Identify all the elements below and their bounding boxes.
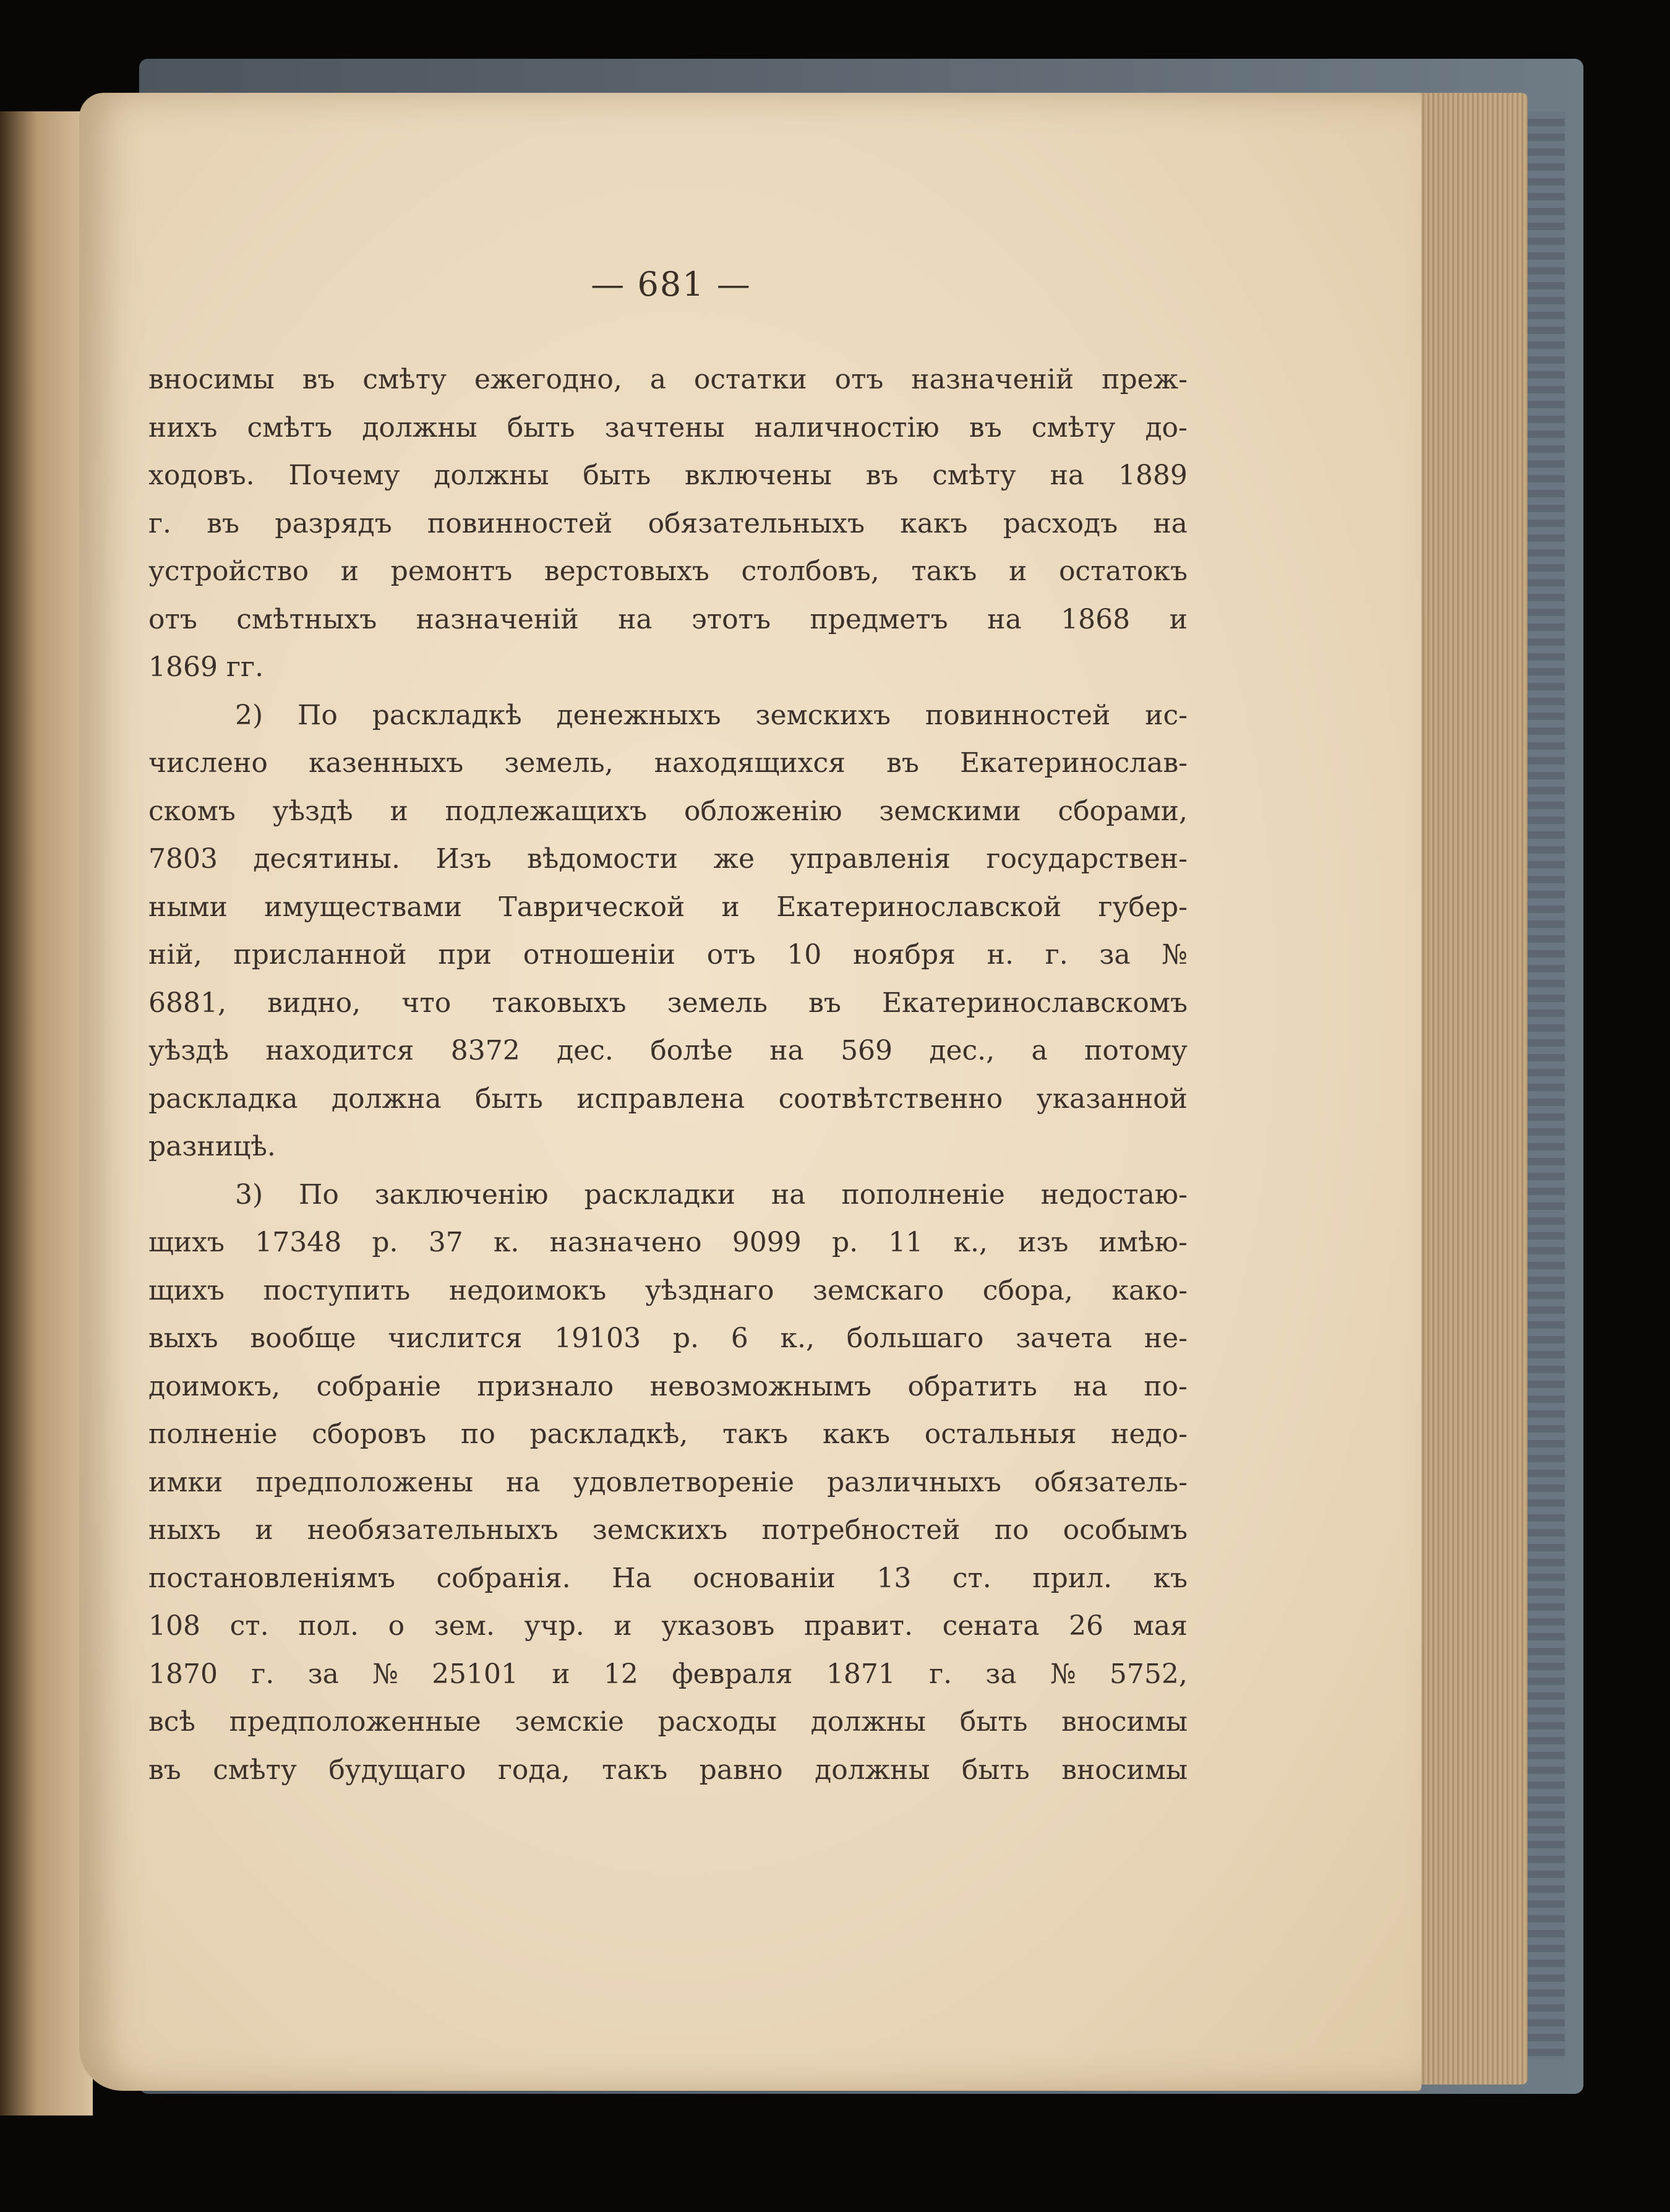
text-line: 1870 г. за № 25101 и 12 февраля 1871 г. за № 5752, (148, 1658, 1188, 1690)
text-line: постановленiямъ собранiя. На основанiи 13 ст. прил. къ (148, 1562, 1188, 1594)
text-line: 1869 гг. (148, 651, 264, 683)
text-line: числено казенныхъ земель, находящихся въ Екатеринослав- (148, 747, 1188, 779)
text-line: 108 ст. пол. о зем. учр. и указовъ правит. сената 26 мая (148, 1610, 1188, 1642)
text-line: ходовъ. Почему должны быть включены въ смѣту на 1889 (148, 460, 1188, 491)
text-line: 2) По раскладкѣ денежныхъ земскихъ повинностей ис- (235, 699, 1188, 731)
text-line: доимокъ, собранiе признало невозможнымъ обратить на по- (148, 1370, 1188, 1402)
text-line: скомъ уѣздѣ и подлежащихъ обложенiю земскими сборами, (148, 795, 1188, 827)
text-line: всѣ предположенные земскiе расходы должны быть вносимы (148, 1706, 1188, 1738)
text-line: щихъ 17348 р. 37 к. назначено 9099 р. 11 к., изъ имѣю- (148, 1227, 1188, 1258)
text-line: 7803 десятины. Изъ вѣдомости же управленiя государствен- (148, 843, 1188, 875)
text-line: уѣздѣ находится 8372 дес. болѣе на 569 дес., а потому (148, 1035, 1188, 1066)
text-line: отъ смѣтныхъ назначенiй на этотъ предметъ на 1868 и (148, 603, 1188, 635)
text-line: полненiе сборовъ по раскладкѣ, такъ какъ остальныя недо- (148, 1418, 1188, 1450)
text-line: имки предположены на удовлетворенiе различныхъ обязатель- (148, 1466, 1188, 1498)
page-stack (1404, 93, 1528, 2085)
text-line: ныхъ и необязательныхъ земскихъ потребностей по особымъ (148, 1514, 1188, 1546)
text-line: нiй, присланной при отношенiи отъ 10 ноября н. г. за № (148, 939, 1188, 971)
text-line: г. въ разрядъ повинностей обязательныхъ какъ расходъ на (148, 507, 1188, 539)
text-line: разницѣ. (148, 1131, 276, 1162)
text-line: 6881, видно, что таковыхъ земель въ Екатеринославскомъ (148, 987, 1188, 1019)
text-line: щихъ поступить недоимокъ уѣзднаго земскаго сбора, како- (148, 1274, 1188, 1306)
text-line: устройство и ремонтъ верстовыхъ столбовъ, такъ и остатокъ (148, 555, 1188, 587)
text-line: ными имуществами Таврической и Екатеринославской губер- (148, 891, 1188, 923)
text-line: въ смѣту будущаго года, такъ равно должны быть вносимы (148, 1754, 1188, 1786)
text-line: 3) По заключенiю раскладки на пополненiе недостаю- (235, 1178, 1188, 1211)
text-line: выхъ вообще числится 19103 р. 6 к., большаго зачета не- (148, 1322, 1188, 1354)
text-line: раскладка должна быть исправлена соотвѣтственно указанной (148, 1082, 1188, 1115)
page-number: — 681 — (591, 265, 751, 304)
text-line: вносимы въ смѣту ежегодно, а остатки отъ назначенiй преж- (148, 364, 1188, 395)
body-text (148, 356, 1188, 1794)
text-line: нихъ смѣтъ должны быть зачтены наличностiю въ смѣту до- (148, 411, 1188, 444)
